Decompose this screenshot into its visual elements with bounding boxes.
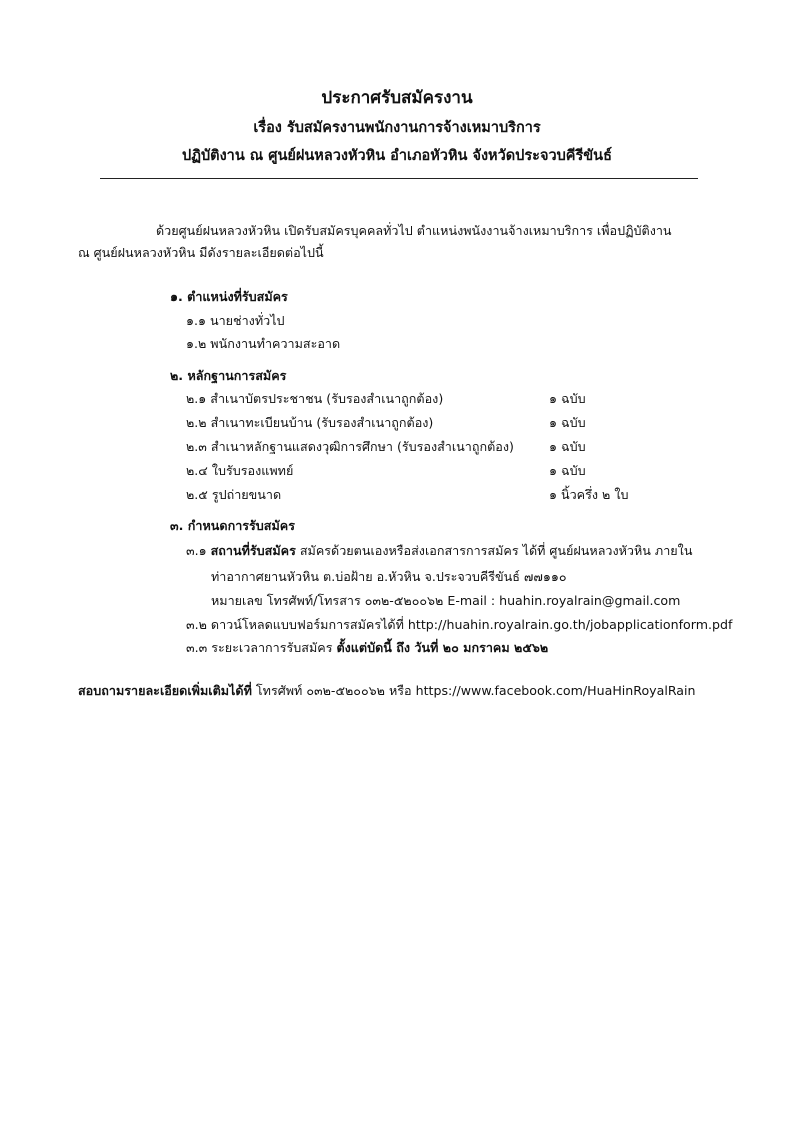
position-item-1: ๑.๑ นายช่างทั่วไป <box>186 313 285 328</box>
document-item-count: ๑ ฉบับ <box>549 439 586 454</box>
footer-contact-text: โทรศัพท์ ๐๓๒-๕๒๐๐๖๒ หรือ https://www.facebook.com/HuaHinRoyalRain <box>255 683 696 698</box>
position-item-2: ๑.๒ พนักงานทำความสะอาด <box>186 336 341 351</box>
footer-contact-label: สอบถามรายละเอียดเพิ่มเติมได้ที่ <box>78 683 252 698</box>
schedule-item-1-address: ท่าอากาศยานหัวหิน ต.บ่อฝ้าย อ.หัวหิน จ.ประจวบคีรีขันธ์ ๗๗๑๑๐ <box>211 569 567 584</box>
section-1-heading: ๑. ตำแหน่งที่รับสมัคร <box>170 289 288 304</box>
subject-line: เรื่อง รับสมัครงานพนักงานการจ้างเหมาบริการ <box>253 120 541 136</box>
schedule-item-1 <box>186 543 692 559</box>
document-item-label: ๒.๔ ใบรับรองแพทย์ <box>186 463 294 478</box>
document-item-count: ๑ ฉบับ <box>549 415 586 430</box>
schedule-item-1-text: สมัครด้วยตนเองหรือส่งเอกสารการสมัคร ได้ที่ ศูนย์ฝนหลวงหัวหิน ภายใน <box>299 543 693 558</box>
footer-contact <box>78 683 696 699</box>
section-3-heading: ๓. กำหนดการรับสมัคร <box>170 518 295 533</box>
header-divider <box>100 178 698 179</box>
document-item-count: ๑ ฉบับ <box>549 463 586 478</box>
document-item-label: ๒.๕ รูปถ่ายขนาด <box>186 487 282 502</box>
schedule-item-2-download: ๓.๒ ดาวน์โหลดแบบฟอร์มการสมัครได้ที่ http://huahin.royalrain.go.th/jobapplicationform.pdf <box>186 617 733 632</box>
document-item-label: ๒.๓ สำเนาหลักฐานแสดงวุฒิการศึกษา (รับรองสำเนาถูกต้อง) <box>186 439 514 454</box>
intro-line-1: ด้วยศูนย์ฝนหลวงหัวหิน เปิดรับสมัครบุคคลทั่วไป ตำแหน่งพนังงานจ้างเหมาบริการ เพื่อปฏิบัติงาน <box>156 223 672 238</box>
document-item-count: ๑ ฉบับ <box>549 391 586 406</box>
page-title: ประกาศรับสมัครงาน <box>321 88 473 108</box>
schedule-item-1-number: ๓.๑ <box>186 543 207 558</box>
document-item-label: ๒.๑ สำเนาบัตรประชาชน (รับรองสำเนาถูกต้อง) <box>186 391 444 406</box>
schedule-item-3-period: ตั้งแต่บัดนี้ ถึง วันที่ ๒๐ มกราคม ๒๕๖๒ <box>336 640 549 655</box>
intro-line-2: ณ ศูนย์ฝนหลวงหัวหิน มีดังรายละเอียดต่อไปนี้ <box>78 245 324 260</box>
location-line: ปฏิบัติงาน ณ ศูนย์ฝนหลวงหัวหิน อำเภอหัวหิน จังหวัดประจวบคีรีขันธ์ <box>182 148 612 164</box>
schedule-item-1-label: สถานที่รับสมัคร <box>210 543 296 558</box>
document-item-label: ๒.๒ สำเนาทะเบียนบ้าน (รับรองสำเนาถูกต้อง) <box>186 415 434 430</box>
document-item-count: ๑ นิ้วครึ่ง ๒ ใบ <box>549 487 629 502</box>
section-2-heading: ๒. หลักฐานการสมัคร <box>170 368 287 383</box>
schedule-item-1-contact: หมายเลข โทรศัพท์/โทรสาร ๐๓๒-๕๒๐๐๖๒ E-mail : huahin.royalrain@gmail.com <box>211 593 681 608</box>
schedule-item-3 <box>186 640 548 656</box>
schedule-item-3-text: ๓.๓ ระยะเวลาการรับสมัคร <box>186 640 333 655</box>
